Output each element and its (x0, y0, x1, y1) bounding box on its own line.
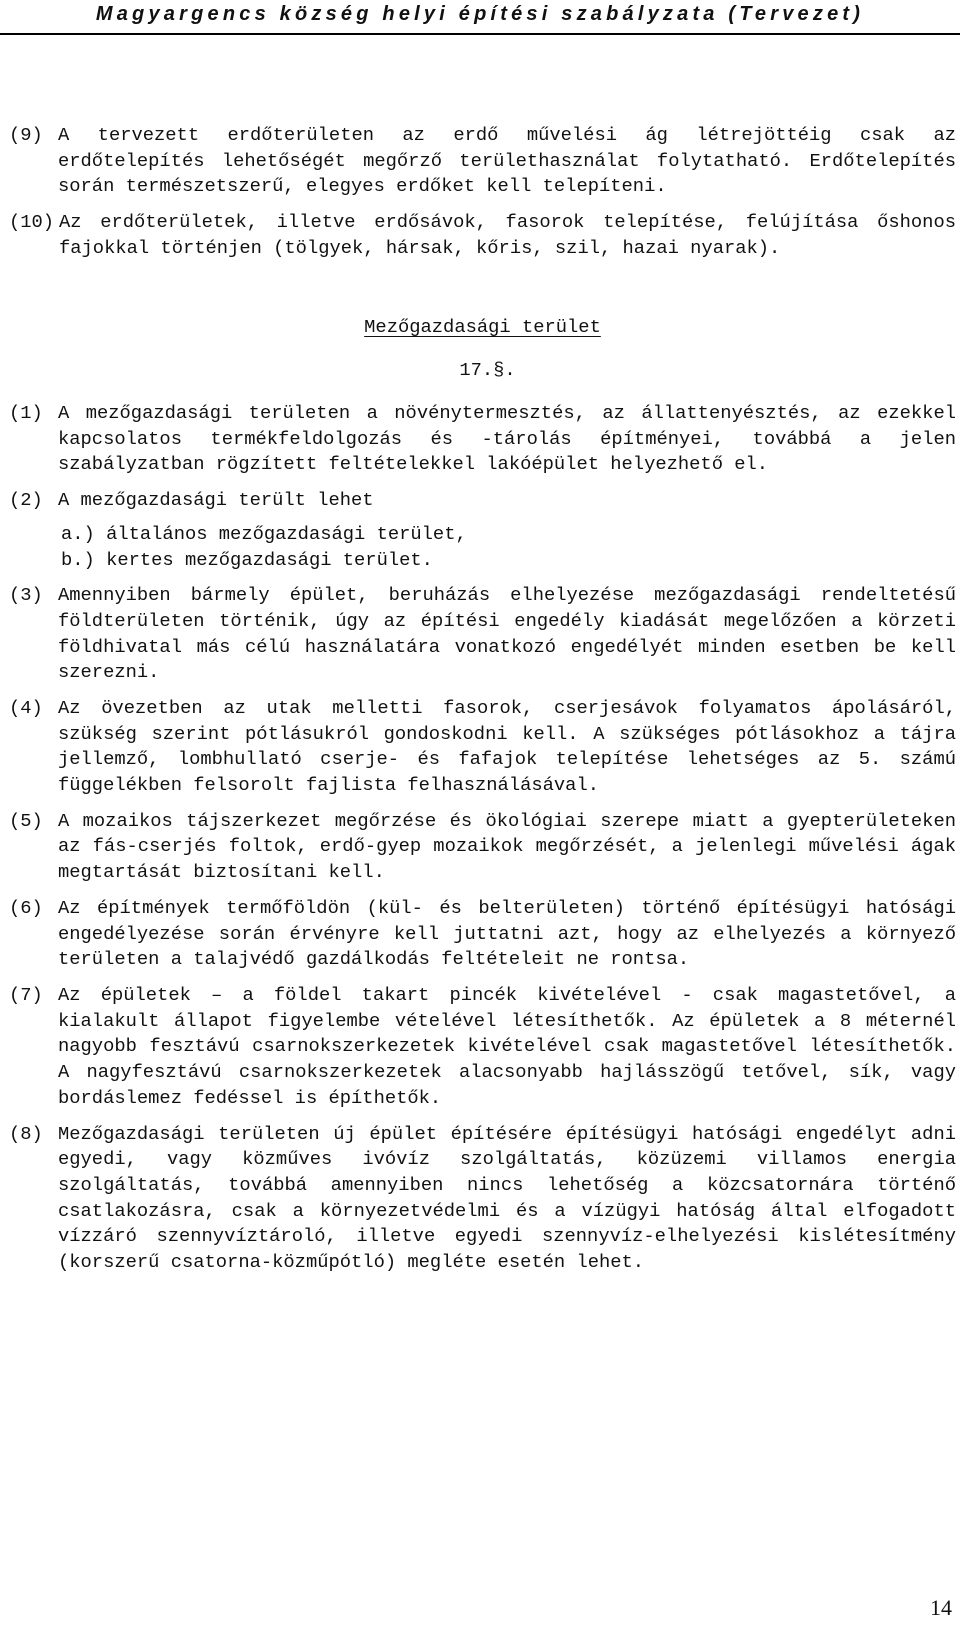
section-title-text: Mezőgazdasági terület (364, 315, 601, 338)
section-title (9, 315, 956, 341)
paragraph-6 (9, 896, 956, 973)
paragraph-7 (9, 983, 956, 1112)
paragraph-4 (9, 696, 956, 799)
paragraph-text: Mezőgazdasági területen új épület építésére építésügyi hatósági engedélyt adni egyedi, vagy közműves ivóvíz szolgáltatás, közüzemi villamos energia szolgáltatás, továbbá amennyiben nincs lehetőség a közcsatornára történő csatlakozásra, csak a környezetvédelmi és a vízügyi hatóság által elfogadott vízzáró szennyvíztároló, illetve egyedi szennyvíz-elhelyezési kislétesítmény (korszerű csatorna-közműpótló) megléte esetén lehet. (58, 1122, 956, 1274)
paragraph-8 (9, 1122, 956, 1276)
paragraph-text: Amennyiben bármely épület, beruházás elhelyezése mezőgazdasági rendeltetésű földterületen történik, úgy az építési engedély kiadását megelőzően a körzeti földhivatal más célú használatára vonatkozó engedélyét minden esetben be kell szerezni. (58, 584, 956, 684)
paragraph-number: (4) (9, 696, 43, 719)
document-body (9, 123, 956, 1286)
paragraph-text: A tervezett erdőterületen az erdő művelési ág létrejöttéig csak az erdőtelepítés lehetőségét megőrző területhasználat folytatható. Erdőtelepítés során természetszerű, elegyes erdőket kell telepíteni. (58, 124, 956, 198)
paragraph-number: (8) (9, 1122, 43, 1145)
section-number: 17.§. (459, 359, 516, 382)
header-title: Magyargencs község helyi építési szabályzata (Tervezet) (95, 3, 865, 25)
paragraph-text: Az erdőterületek, illetve erdősávok, fasorok telepítése, felújítása őshonos fajokkal történjen (tölgyek, hársak, kőris, szil, hazai nyarak). (59, 211, 956, 259)
sublist (9, 522, 956, 574)
paragraph-number: (1) (9, 401, 43, 424)
paragraph-text: Az építmények termőföldön (kül- és belterületen) történő építésügyi hatósági engedélyezése során érvényre kell juttatni azt, hogy az elhelyezés a környező területen a talajvédő gazdálkodás feltételeit ne rontsa. (58, 896, 956, 971)
paragraph-text: Az épületek – a földel takart pincék kivételével - csak magastetővel, a kialakult állapot figyelembe vételével létesíthetők. Az épületek a 8 méternél nagyobb fesztávú csarnokszerkezetek kivételével csak magastetővel létesíthetők. A nagyfesztávú csarnokszerkezetek alacsonyabb hajlásszögű tetővel, sík, vagy bordáslemez fedéssel is építhetők. (58, 983, 956, 1109)
paragraph-3 (9, 583, 956, 686)
header-divider (0, 33, 960, 35)
paragraph-text: A mozaikos tájszerkezet megőrzése és ökológiai szerepe miatt a gyepterületeken az fás-cserjés foltok, erdő-gyep mozaikok megőrzését, a jelenlegi művelési ágak megtartását biztosítani kell. (58, 809, 956, 884)
list-item: b.) kertes mezőgazdasági terület. (61, 549, 433, 572)
paragraph-text: Az övezetben az utak melletti fasorok, cserjesávok folyamatos ápolásáról, szükség szerint pótlásukról gondoskodni kell. A szükséges pótlásokhoz a tájra jellemző, lombhullató cserje- és fafajok telepítése lehetséges az 5. számú függelékben felsorolt fajlista felhasználásával. (58, 696, 956, 797)
paragraph-5 (9, 809, 956, 886)
paragraph-number: (2) (9, 489, 43, 512)
paragraph-2 (9, 488, 956, 514)
paragraph-number: (6) (9, 896, 43, 919)
paragraph-1 (9, 401, 956, 478)
paragraph-9 (9, 123, 956, 200)
paragraph-number: (10) (9, 211, 55, 234)
paragraph-10 (9, 210, 956, 261)
paragraph-text: A mezőgazdasági területen a növénytermesztés, az állattenyésztés, az ezekkel kapcsolatos termékfeldolgozás és -tárolás építményei, továbbá a jelen szabályzatban rögzített feltételekkel lakóépület helyezhető el. (58, 401, 956, 476)
list-item: a.) általános mezőgazdasági terület, (61, 522, 467, 545)
page-number: 14 (930, 1595, 952, 1620)
document-header (0, 0, 960, 34)
paragraph-number: (7) (9, 983, 43, 1006)
paragraph-number: (5) (9, 809, 43, 832)
paragraph-number: (9) (9, 124, 43, 146)
paragraph-number: (3) (9, 584, 43, 607)
paragraph-text: A mezőgazdasági terült lehet (58, 489, 374, 512)
